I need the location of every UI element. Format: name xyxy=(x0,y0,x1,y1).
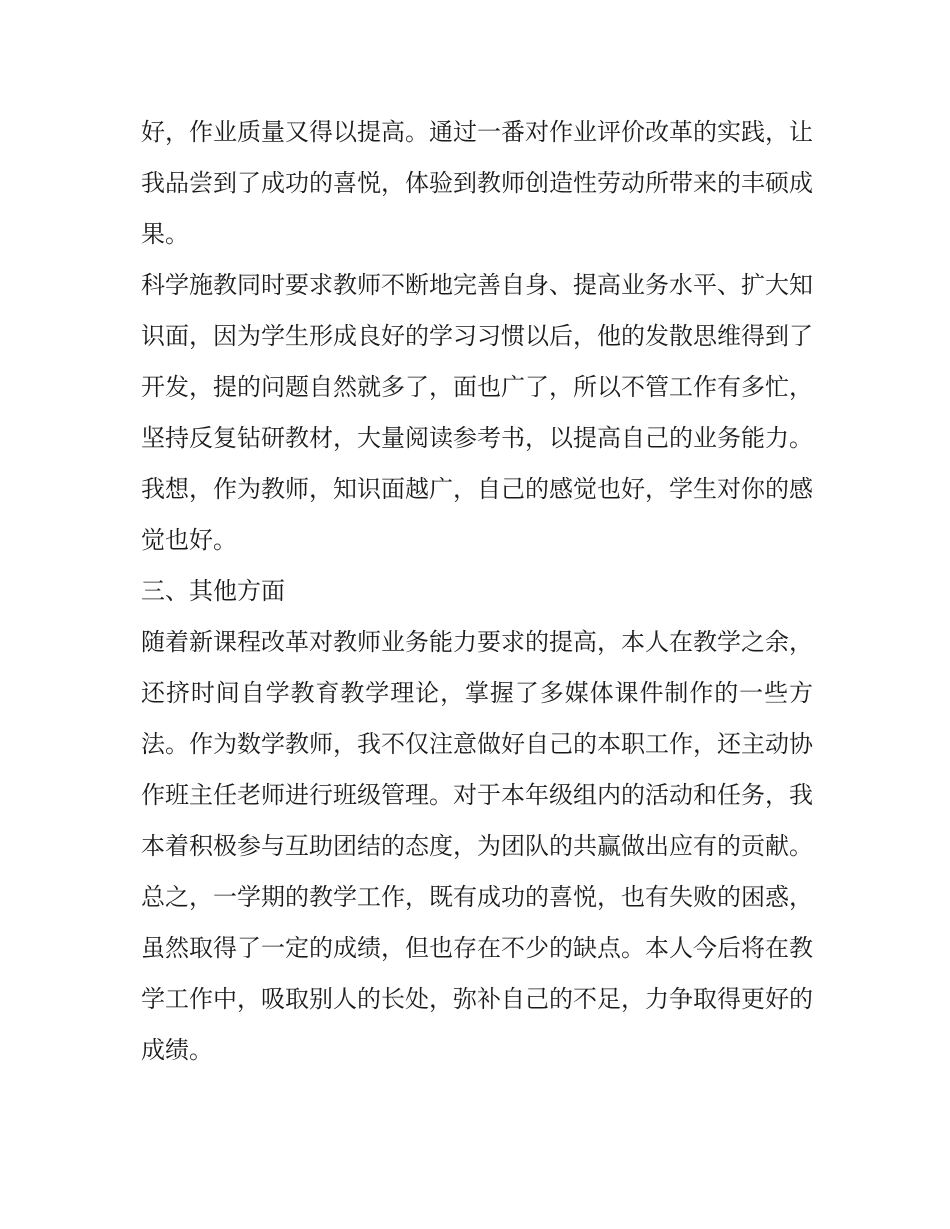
paragraph-summary: 总之，一学期的教学工作，既有成功的喜悦，也有失败的困惑，虽然取得了一定的成绩，但也存在不少的缺点。本人今后将在教学工作中，吸取别人的长处，弥补自己的不足，力争取得更好的成绩。 xyxy=(141,883,813,1064)
paragraph-continuation: 好，作业质量又得以提高。通过一番对作业评价改革的实践，让我品尝到了成功的喜悦，体验到教师创造性劳动所带来的丰硕成果。 xyxy=(141,118,813,248)
paragraph-curriculum-reform: 随着新课程改革对教师业务能力要求的提高，本人在教学之余，还挤时间自学教育教学理论，掌握了多媒体课件制作的一些方法。作为数学教师，我不仅注意做好自己的本职工作，还主动协作班主任老师进行班级管理。对于本年级组内的活动和任务，我本着积极参与互助团结的态度，为团队的共赢做出应有的贡献。 xyxy=(141,628,813,860)
section-heading-other-aspects: 三、其他方面 xyxy=(141,577,285,605)
paragraph-scientific-teaching: 科学施教同时要求教师不断地完善自身、提高业务水平、扩大知识面，因为学生形成良好的学习习惯以后，他的发散思维得到了开发，提的问题自然就多了，面也广了，所以不管工作有多忙，坚持反复钻研教材，大量阅读参考书，以提高自己的业务能力。我想，作为教师，知识面越广，自己的感觉也好，学生对你的感觉也好。 xyxy=(141,271,813,554)
document-body xyxy=(141,107,813,1076)
